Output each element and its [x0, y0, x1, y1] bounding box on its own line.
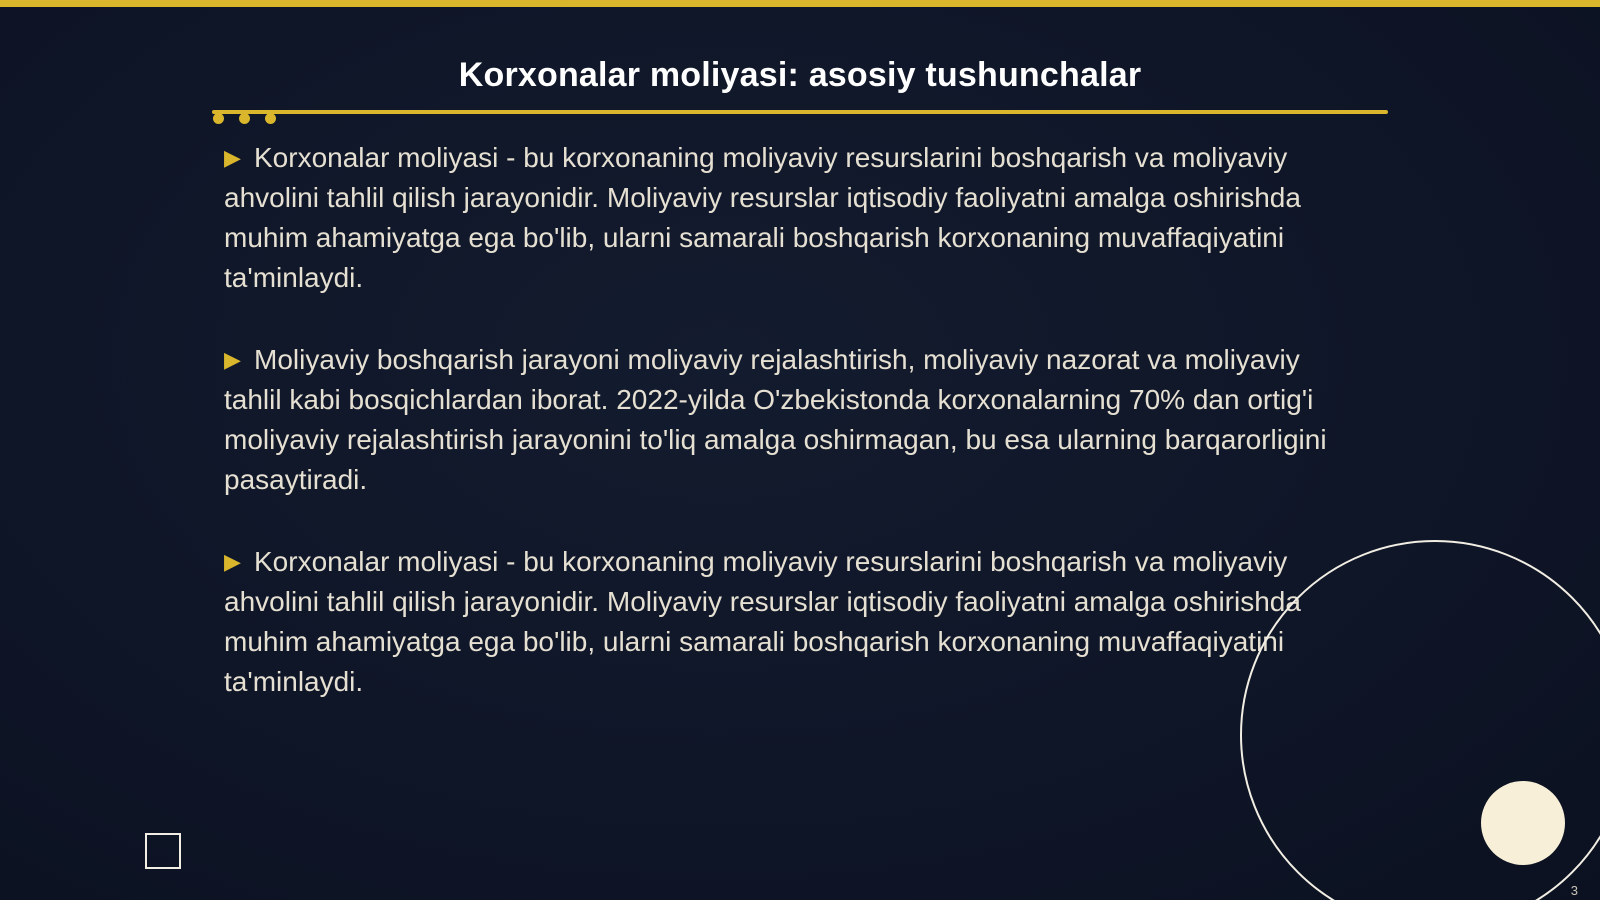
decorative-square-outline: [145, 833, 181, 869]
top-accent-bar: [0, 0, 1600, 7]
bullet-text: Moliyaviy boshqarish jarayoni moliyaviy rejalashtirish, moliyaviy nazorat va moliyaviy tahlil kabi bosqichlardan iborat. 2022-yilda O'zbekistonda korxonalarning 70% dan ortig'i moliyaviy rejalashtirish jarayonini to'liq amalga oshirmagan, bu esa ularning barqarorligini pasaytiradi.: [224, 344, 1327, 495]
bullet-paragraph: [224, 138, 1354, 298]
triangle-right-icon: ▶: [224, 145, 241, 170]
page-number: 3: [1570, 883, 1578, 898]
bullet-list: [224, 138, 1354, 744]
title-underline: [212, 110, 1388, 114]
decorative-dot: [239, 113, 250, 124]
triangle-right-icon: ▶: [224, 347, 241, 372]
bullet-paragraph: [224, 542, 1354, 702]
triangle-right-icon: ▶: [224, 549, 241, 574]
decorative-dot: [265, 113, 276, 124]
bullet-text: Korxonalar moliyasi - bu korxonaning moliyaviy resurslarini boshqarish va moliyaviy ahvolini tahlil qilish jarayonidir. Moliyaviy resurslar iqtisodiy faoliyatni amalga oshirishda muhim ahamiyatga ega bo'lib, ularni samarali boshqarish korxonaning muvaffaqiyatini ta'minlaydi.: [224, 142, 1301, 293]
decorative-circle-filled: [1481, 781, 1565, 865]
bullet-paragraph: [224, 340, 1354, 500]
bullet-text: Korxonalar moliyasi - bu korxonaning moliyaviy resurslarini boshqarish va moliyaviy ahvolini tahlil qilish jarayonidir. Moliyaviy resurslar iqtisodiy faoliyatni amalga oshirishda muhim ahamiyatga ega bo'lib, ularni samarali boshqarish korxonaning muvaffaqiyatini ta'minlaydi.: [224, 546, 1301, 697]
slide-title: Korxonalar moliyasi: asosiy tushunchalar: [458, 56, 1142, 94]
decorative-dot: [213, 113, 224, 124]
